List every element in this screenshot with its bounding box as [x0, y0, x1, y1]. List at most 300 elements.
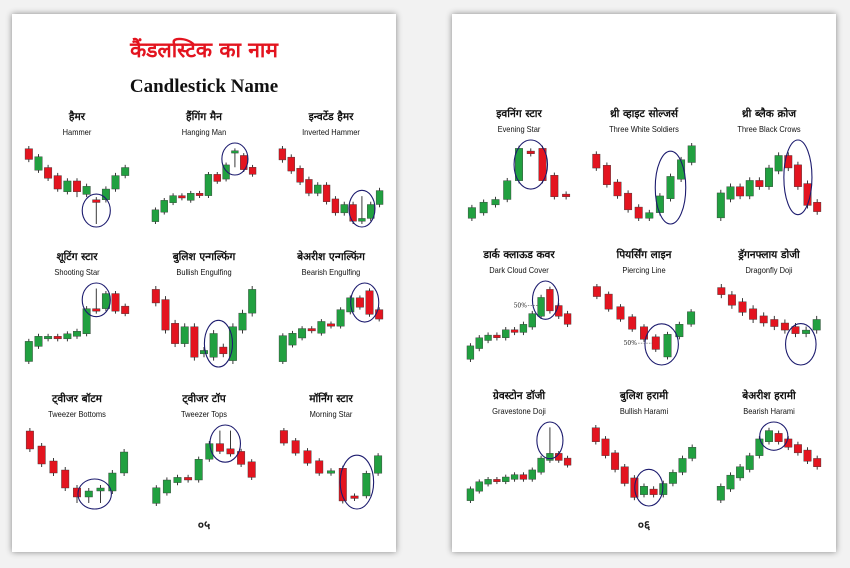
- pattern-name-hindi: इवनिंग स्टार: [496, 108, 542, 120]
- bullish-candle-body: [289, 333, 297, 345]
- pattern-name-hindi: थ्री व्हाइट सोल्जर्स: [609, 108, 679, 120]
- bearish-candle-body: [621, 467, 629, 484]
- bullish-candle-body: [112, 176, 120, 189]
- candlestick-chart: [585, 137, 703, 227]
- pattern-name-hindi: मॉर्निंग स्टार: [309, 393, 353, 405]
- candle: [485, 477, 492, 486]
- candlestick-chart: [460, 137, 578, 227]
- bullish-candle-body: [83, 186, 91, 194]
- candle: [756, 177, 764, 189]
- bearish-candle-body: [493, 479, 500, 481]
- candle: [511, 327, 518, 335]
- candle: [667, 174, 675, 202]
- candle: [249, 165, 256, 177]
- bullish-candle-body: [73, 331, 81, 336]
- candle: [538, 295, 545, 319]
- bullish-candle-body: [161, 200, 168, 212]
- bullish-candle-body: [318, 321, 326, 333]
- candlestick-chart: [272, 422, 390, 512]
- candle: [727, 472, 735, 492]
- candle: [718, 284, 726, 298]
- bullish-candle-body: [314, 185, 321, 193]
- candle: [163, 477, 171, 495]
- bearish-candle-body: [775, 433, 783, 441]
- bearish-candle-body: [73, 488, 81, 497]
- candle: [363, 471, 371, 499]
- candle: [628, 314, 636, 332]
- bullish-candle-body: [44, 336, 52, 339]
- bullish-candle-body: [646, 213, 654, 219]
- candle: [635, 204, 643, 221]
- bearish-candle-body: [315, 461, 323, 474]
- candle: [771, 316, 779, 330]
- main-title-english: Candlestick Name: [129, 76, 279, 97]
- candle: [102, 186, 110, 202]
- bullish-candle-body: [195, 459, 203, 480]
- bullish-candle-body: [813, 319, 821, 330]
- pattern-dark-cloud-cover: [460, 248, 578, 398]
- bullish-candle-body: [492, 199, 500, 204]
- bearish-candle-body: [327, 324, 335, 326]
- candle: [679, 456, 687, 476]
- pattern-name-hindi: बुलिश एन्गल्फिंग: [172, 251, 236, 263]
- candle: [527, 148, 535, 156]
- bearish-candle-body: [605, 294, 613, 309]
- bullish-candle-body: [64, 181, 71, 192]
- bearish-candle-body: [112, 294, 120, 312]
- candle: [358, 196, 365, 224]
- bearish-candle-body: [493, 335, 500, 338]
- bearish-candle-body: [614, 182, 622, 196]
- candle: [121, 165, 129, 178]
- candle: [240, 153, 247, 172]
- candle: [64, 178, 71, 194]
- candle: [64, 331, 71, 341]
- candle: [341, 202, 348, 216]
- bullish-candle-body: [298, 329, 306, 338]
- bearish-candle-body: [652, 337, 660, 350]
- bullish-candle-body: [511, 475, 518, 480]
- bullish-candle-body: [374, 456, 382, 474]
- bearish-candle-body: [728, 295, 736, 306]
- candle: [794, 442, 802, 456]
- bullish-candle-body: [746, 456, 754, 470]
- bullish-candle-body: [687, 312, 695, 325]
- candle: [73, 329, 81, 339]
- candle: [288, 154, 295, 174]
- bearish-candle-body: [564, 314, 571, 325]
- candle: [376, 188, 383, 208]
- candle: [181, 323, 189, 347]
- candle: [315, 458, 323, 476]
- pattern-name-english: Dragonfly Doji: [745, 265, 793, 275]
- pattern-name-hindi: पियर्सिंग लाइन: [616, 249, 672, 261]
- candle: [546, 427, 553, 462]
- candle: [26, 428, 34, 452]
- bearish-candle-body: [813, 202, 821, 211]
- candle: [538, 456, 545, 475]
- candlestick-chart: [710, 137, 828, 227]
- candle: [624, 190, 632, 212]
- candle: [511, 472, 518, 481]
- candle: [191, 323, 199, 360]
- candle: [279, 146, 286, 163]
- bullish-candle-body: [640, 486, 648, 494]
- bullish-candle-body: [688, 146, 696, 163]
- highlight-circle: [351, 283, 379, 322]
- pattern-name-hindi: बेअरीश हरामी: [742, 390, 796, 402]
- bearish-candle-body: [792, 327, 800, 334]
- bearish-candle-body: [152, 289, 160, 303]
- bullish-candle-body: [248, 289, 256, 313]
- candle: [502, 475, 509, 484]
- main-title-hindi: कैंडलस्टिक का नाम: [130, 38, 278, 62]
- fifty-percent-label: 50%: [513, 302, 527, 310]
- highlight-circle: [786, 324, 817, 365]
- bearish-candle-body: [323, 185, 330, 202]
- highlight-circle: [532, 281, 558, 319]
- candlestick-chart: [585, 278, 703, 368]
- pattern-name-english: Gravestone Doji: [492, 406, 546, 416]
- candle: [614, 179, 622, 199]
- candlestick-chart: [460, 419, 578, 509]
- candle: [546, 287, 553, 314]
- pattern-name-english: Bullish Engulfing: [176, 267, 232, 277]
- highlight-circle: [760, 422, 788, 450]
- pattern-three-black-crows: [710, 107, 828, 257]
- bearish-candle-body: [813, 458, 821, 466]
- candle: [476, 335, 483, 351]
- candlestick-chart: [18, 422, 136, 512]
- bearish-candle-body: [288, 157, 295, 171]
- pattern-bearish-engulfing: [272, 250, 390, 400]
- bullish-candle-body: [187, 193, 194, 200]
- bearish-candle-body: [304, 451, 312, 464]
- bearish-candle-body: [292, 441, 300, 454]
- candle: [503, 178, 511, 202]
- bearish-candle-body: [760, 316, 768, 323]
- candle: [279, 333, 287, 364]
- bullish-candle-body: [210, 333, 218, 357]
- bearish-candle-body: [54, 176, 62, 189]
- candle: [289, 331, 297, 348]
- candle: [476, 479, 483, 493]
- candle: [739, 298, 747, 316]
- bearish-candle-body: [121, 306, 129, 314]
- bearish-candle-body: [611, 453, 619, 470]
- bearish-candle-body: [305, 179, 312, 193]
- pattern-name-english: Evening Star: [497, 124, 541, 134]
- candle: [196, 191, 203, 198]
- bullish-candle-body: [97, 488, 105, 491]
- candle: [73, 178, 81, 197]
- bullish-candle-body: [717, 193, 725, 218]
- pattern-name-english: Three Black Crows: [737, 124, 801, 134]
- pattern-hanging-man: [145, 110, 263, 260]
- candle: [717, 484, 725, 504]
- bullish-candle-body: [153, 488, 161, 504]
- candle: [492, 197, 500, 208]
- pattern-name-hindi: शूटिंग स्टार: [56, 251, 98, 263]
- bullish-candle-body: [669, 472, 677, 483]
- candle: [520, 472, 527, 481]
- candle: [688, 445, 696, 462]
- candle: [592, 425, 600, 445]
- candle: [327, 321, 335, 328]
- pattern-name-english: Tweezer Tops: [180, 409, 228, 419]
- pattern-name-hindi: हैंगिंग मैन: [186, 111, 222, 123]
- candle: [152, 207, 159, 224]
- candle: [366, 288, 374, 316]
- bullish-candle-body: [756, 439, 764, 456]
- bullish-candle-body: [717, 486, 725, 500]
- candle: [83, 184, 91, 197]
- candle: [35, 334, 43, 349]
- candle: [564, 456, 571, 468]
- pattern-name-hindi: ड्रॅगनफ्लाय डोजी: [738, 249, 800, 261]
- pattern-name-hindi: हैमर: [68, 111, 86, 123]
- bullish-candle-body: [239, 313, 247, 330]
- candle: [171, 320, 179, 347]
- candle: [187, 191, 194, 203]
- pattern-name-hindi: इन्वर्टेड हैमर: [308, 111, 354, 123]
- bullish-candle-body: [529, 470, 536, 479]
- bullish-candle-body: [174, 477, 182, 482]
- candle: [356, 295, 364, 309]
- candle: [210, 330, 218, 361]
- pattern-bullish-engulfing: [145, 250, 263, 400]
- candle: [161, 198, 168, 215]
- highlight-circle: [204, 320, 232, 367]
- bearish-candle-body: [551, 175, 559, 197]
- bearish-candle-body: [771, 319, 779, 326]
- candle: [220, 344, 228, 358]
- candle: [323, 182, 330, 204]
- candle: [529, 468, 536, 482]
- bearish-candle-body: [736, 187, 744, 196]
- bearish-candle-body: [624, 193, 632, 210]
- candle: [248, 459, 256, 480]
- bullish-candle-body: [765, 168, 773, 187]
- bullish-candle-body: [279, 336, 287, 362]
- right-page: [452, 14, 836, 552]
- bearish-candle-body: [93, 200, 101, 203]
- candlestick-chart: [18, 280, 136, 370]
- bearish-candle-body: [635, 207, 643, 218]
- bullish-candle-body: [163, 480, 171, 493]
- bearish-candle-body: [178, 196, 185, 198]
- candle: [206, 441, 214, 462]
- candle: [664, 332, 672, 360]
- bullish-candle-body: [679, 458, 687, 472]
- bearish-candle-body: [332, 199, 339, 213]
- candle: [170, 193, 177, 205]
- bullish-candle-body: [485, 335, 492, 340]
- bullish-candle-body: [170, 196, 177, 203]
- pattern-name-english: Hammer: [62, 127, 92, 137]
- bearish-candle-body: [794, 445, 802, 453]
- bullish-candle-body: [664, 334, 672, 357]
- candle: [765, 428, 773, 445]
- bullish-candle-body: [25, 341, 33, 361]
- bearish-candle-body: [93, 309, 101, 312]
- candle: [44, 334, 52, 342]
- bearish-candle-body: [73, 181, 81, 192]
- candle: [297, 166, 304, 186]
- candle: [178, 193, 185, 200]
- candle: [93, 197, 101, 224]
- bullish-candle-body: [206, 444, 214, 460]
- bullish-candle-body: [688, 447, 696, 458]
- pattern-inverted-hammer: [272, 110, 390, 260]
- bearish-candle-body: [602, 439, 610, 456]
- pattern-name-english: Three White Soldiers: [609, 124, 679, 134]
- candle: [646, 210, 654, 221]
- bearish-candle-body: [162, 300, 170, 331]
- bullish-candle-body: [376, 191, 383, 205]
- candle: [174, 475, 182, 485]
- candle: [746, 177, 754, 199]
- bullish-candle-body: [35, 336, 43, 346]
- bullish-candle-body: [363, 473, 371, 496]
- candle: [765, 165, 773, 190]
- candle: [621, 464, 629, 486]
- bullish-candle-body: [667, 176, 675, 198]
- candle: [35, 154, 43, 173]
- bullish-candle-body: [327, 471, 335, 474]
- bullish-candle-body: [467, 346, 474, 359]
- candle: [280, 428, 288, 446]
- bullish-candle-body: [538, 458, 545, 472]
- candle: [728, 291, 736, 309]
- bearish-candle-body: [739, 302, 747, 313]
- pattern-name-hindi: ग्रेवस्टोन डॉजी: [492, 390, 546, 402]
- bearish-candle-body: [227, 449, 235, 454]
- candlestick-chart: [145, 422, 263, 512]
- bearish-candle-body: [603, 165, 611, 184]
- bearish-candle-body: [546, 289, 553, 311]
- candle: [802, 327, 810, 338]
- candle: [794, 162, 802, 190]
- page-number-right: ०६: [637, 518, 651, 532]
- pattern-name-english: Bearish Harami: [743, 406, 795, 416]
- highlight-circle: [78, 479, 111, 509]
- pattern-name-english: Hanging Man: [181, 127, 227, 137]
- candle: [332, 196, 339, 216]
- candle: [529, 311, 536, 330]
- bearish-candle-body: [220, 347, 228, 354]
- bullish-candle-body: [120, 452, 128, 473]
- candle: [54, 173, 62, 192]
- bullish-candle-body: [367, 205, 374, 219]
- candle: [520, 322, 527, 335]
- bearish-candle-body: [279, 149, 286, 160]
- candle: [337, 307, 345, 328]
- bullish-candle-body: [538, 297, 545, 316]
- bullish-candle-body: [121, 168, 129, 176]
- candle: [493, 477, 500, 484]
- pattern-name-english: Inverted Hammer: [302, 127, 360, 137]
- bullish-candle-body: [200, 350, 208, 353]
- candlestick-chart: [710, 419, 828, 509]
- bullish-candle-body: [467, 489, 474, 501]
- bearish-candle-body: [628, 317, 636, 330]
- candle: [617, 304, 625, 322]
- candle: [374, 453, 382, 476]
- bearish-candle-body: [44, 168, 52, 179]
- candle: [184, 475, 192, 483]
- pattern-shooting-star: [18, 250, 136, 400]
- candle: [112, 291, 120, 314]
- candle: [813, 316, 821, 334]
- bullish-candle-body: [529, 314, 536, 327]
- candlestick-chart: [710, 278, 828, 368]
- bearish-candle-body: [617, 307, 625, 320]
- pattern-evening-star: [460, 107, 578, 257]
- candle: [564, 311, 571, 327]
- bullish-candle-body: [546, 453, 553, 460]
- candle: [717, 190, 725, 221]
- candle: [61, 467, 69, 491]
- bullish-candle-body: [502, 477, 509, 482]
- bearish-candle-body: [511, 330, 518, 333]
- candle: [775, 152, 783, 174]
- left-page: [12, 14, 396, 552]
- candle: [480, 199, 488, 215]
- bearish-candle-body: [280, 431, 288, 444]
- page-number-left: ०५: [197, 518, 211, 532]
- candle: [152, 286, 160, 306]
- bearish-candle-body: [25, 149, 33, 160]
- bullish-candle-body: [485, 479, 492, 484]
- bearish-candle-body: [592, 428, 600, 442]
- candle: [602, 436, 610, 458]
- bearish-candle-body: [562, 194, 570, 197]
- bullish-candle-body: [775, 155, 783, 171]
- candle: [350, 202, 357, 224]
- candle: [308, 326, 316, 333]
- bearish-candle-body: [749, 309, 757, 320]
- candlestick-chart: [272, 280, 390, 370]
- candle: [44, 165, 52, 181]
- candle: [813, 456, 821, 470]
- pattern-name-english: Shooting Star: [54, 267, 100, 277]
- bearish-candle-body: [171, 323, 179, 343]
- bullish-candle-body: [231, 151, 238, 153]
- candle: [688, 143, 696, 165]
- bullish-candle-body: [727, 187, 735, 199]
- bearish-candle-body: [191, 327, 199, 358]
- candle: [85, 488, 93, 503]
- candle: [214, 172, 221, 184]
- candle: [162, 296, 170, 333]
- candle: [746, 453, 754, 473]
- bearish-candle-body: [216, 444, 224, 452]
- bearish-candle-body: [781, 323, 789, 330]
- bearish-candle-body: [794, 165, 802, 187]
- bullish-candle-body: [468, 208, 476, 219]
- candle: [248, 286, 256, 317]
- pattern-dragonfly-doji: [710, 248, 828, 398]
- bearish-candle-body: [650, 489, 658, 495]
- pattern-name-english: Morning Star: [309, 409, 353, 419]
- bullish-candle-body: [802, 330, 810, 334]
- candle: [314, 182, 321, 196]
- bullish-candle-body: [765, 431, 773, 442]
- bearish-candle-body: [756, 180, 764, 186]
- candle: [804, 447, 812, 464]
- pattern-piercing-line: [585, 248, 703, 398]
